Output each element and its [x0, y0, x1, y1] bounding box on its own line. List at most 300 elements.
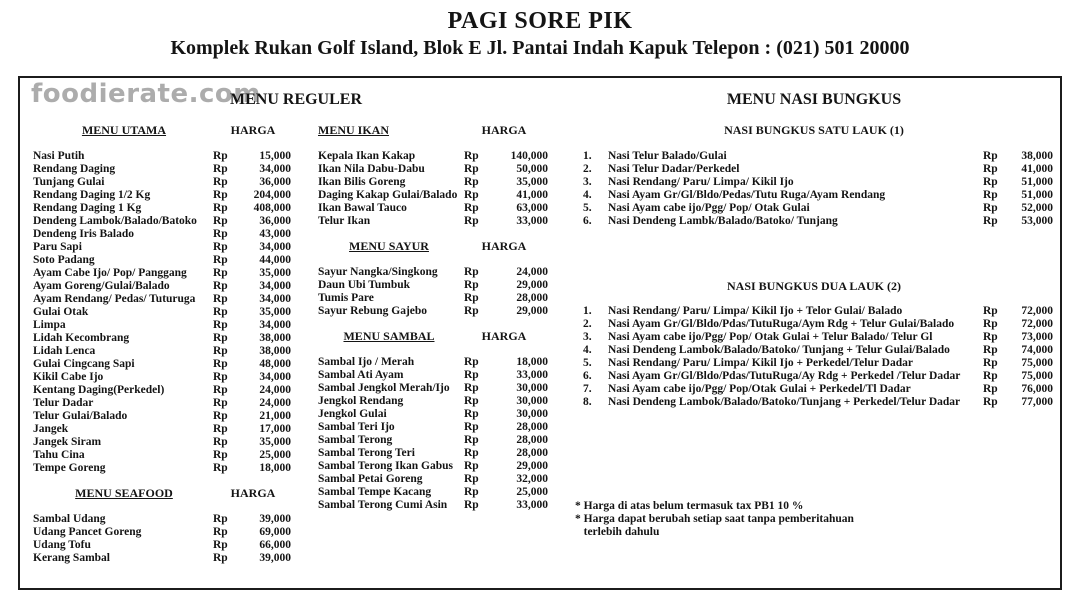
item-number: 6. — [583, 215, 592, 227]
item-currency: Rp — [213, 150, 228, 162]
item-price: 34,000 — [259, 241, 291, 253]
item-name: Nasi Ayam cabe ijo/Pgg/ Pop/ Otak Gulai + Telur Balado/ Telur Gl — [608, 331, 933, 343]
menu-item-row — [318, 408, 548, 421]
menu-item-row — [575, 202, 1053, 215]
item-currency: Rp — [213, 526, 228, 538]
item-name: Nasi Rendang/ Paru/ Limpa/ Kikil Ijo + Telor Gulai/ Balado — [608, 305, 903, 317]
menu-item-row — [575, 383, 1053, 396]
item-currency: Rp — [464, 473, 479, 485]
item-currency: Rp — [983, 202, 998, 214]
item-currency: Rp — [464, 421, 479, 433]
item-currency: Rp — [983, 176, 998, 188]
item-price: 25,000 — [259, 449, 291, 461]
item-currency: Rp — [213, 552, 228, 564]
item-price: 63,000 — [516, 202, 548, 214]
item-name: Ayam Rendang/ Pedas/ Tuturuga — [33, 293, 196, 305]
item-name: Jangek — [33, 423, 69, 435]
menu-item-row — [33, 163, 291, 176]
menu-item-row — [33, 228, 291, 241]
item-price: 35,000 — [516, 176, 548, 188]
item-currency: Rp — [983, 215, 998, 227]
item-currency: Rp — [983, 150, 998, 162]
menu-item-row — [575, 150, 1053, 163]
menu-item-row — [318, 395, 548, 408]
menu-item-row — [33, 150, 291, 163]
item-currency: Rp — [983, 344, 998, 356]
item-currency: Rp — [464, 150, 479, 162]
item-currency: Rp — [464, 266, 479, 278]
item-number: 2. — [583, 163, 592, 175]
item-currency: Rp — [213, 293, 228, 305]
item-currency: Rp — [464, 395, 479, 407]
item-currency: Rp — [213, 202, 228, 214]
menu-item-row — [318, 460, 548, 473]
restaurant-header — [0, 8, 1080, 60]
item-price: 204,000 — [253, 189, 291, 201]
item-name: Kentang Daging(Perkedel) — [33, 384, 165, 396]
item-name: Nasi Dendeng Lambok/Balado/Batoko/Tunjang + Perkedel/Telur Dadar — [608, 396, 961, 408]
item-price: 75,000 — [1021, 357, 1053, 369]
item-number: 3. — [583, 331, 592, 343]
item-price: 44,000 — [259, 254, 291, 266]
section-menu-sambal — [318, 330, 548, 512]
item-currency: Rp — [464, 447, 479, 459]
item-name: Jengkol Rendang — [318, 395, 404, 407]
item-name: Soto Padang — [33, 254, 95, 266]
menu-item-row — [575, 305, 1053, 318]
item-price: 33,000 — [516, 369, 548, 381]
item-currency: Rp — [464, 369, 479, 381]
item-currency: Rp — [213, 267, 228, 279]
menu-item-row — [33, 241, 291, 254]
item-name: Jengkol Gulai — [318, 408, 387, 420]
section-items — [33, 150, 291, 475]
menu-item-row — [33, 215, 291, 228]
section-title: MENU SAMBAL — [343, 329, 435, 343]
section-title: MENU IKAN — [318, 123, 389, 137]
item-currency: Rp — [213, 215, 228, 227]
item-name: Ayam Cabe Ijo/ Pop/ Panggang — [33, 267, 187, 279]
item-number: 2. — [583, 318, 592, 330]
item-price: 52,000 — [1021, 202, 1053, 214]
item-name: Kepala Ikan Kakap — [318, 150, 416, 162]
item-price: 75,000 — [1021, 370, 1053, 382]
satu-lauk-items — [575, 150, 1053, 228]
nasi-bungkus-column — [575, 124, 1053, 539]
item-price: 17,000 — [259, 423, 291, 435]
menu-item-row — [318, 279, 548, 292]
item-currency: Rp — [213, 384, 228, 396]
menu-item-row — [33, 462, 291, 475]
menu-item-row — [33, 319, 291, 332]
item-price: 36,000 — [259, 176, 291, 188]
item-number: 4. — [583, 344, 592, 356]
item-currency: Rp — [213, 176, 228, 188]
watermark: foodierate.com — [31, 79, 261, 109]
item-currency: Rp — [983, 331, 998, 343]
section-items — [318, 150, 548, 228]
item-name: Nasi Ayam cabe ijo/Pgg/ Pop/Otak Gulai + Perkedel/Tl Dadar — [608, 383, 911, 395]
item-name: Kikil Cabe Ijo — [33, 371, 104, 383]
item-name: Sambal Jengkol Merah/Ijo — [318, 382, 450, 394]
menu-item-row — [575, 370, 1053, 383]
menu-item-row — [33, 358, 291, 371]
price-column-header: HARGA — [230, 123, 276, 137]
section-menu-sayur — [318, 240, 548, 318]
item-price: 30,000 — [516, 382, 548, 394]
item-name: Nasi Rendang/ Paru/ Limpa/ Kikil Ijo — [608, 176, 794, 188]
item-price: 32,000 — [516, 473, 548, 485]
item-price: 35,000 — [259, 267, 291, 279]
item-price: 53,000 — [1021, 215, 1053, 227]
item-name: Rendang Daging 1 Kg — [33, 202, 142, 214]
note-line: * Harga dapat berubah setiap saat tanpa pemberitahuan — [575, 513, 854, 525]
item-price: 41,000 — [1021, 163, 1053, 175]
item-price: 33,000 — [516, 499, 548, 511]
menu-item-row — [575, 163, 1053, 176]
item-name: Sambal Terong Teri — [318, 447, 415, 459]
section-header — [33, 487, 291, 500]
item-currency: Rp — [983, 189, 998, 201]
item-currency: Rp — [983, 318, 998, 330]
item-price: 34,000 — [259, 293, 291, 305]
item-name: Jangek Siram — [33, 436, 102, 448]
item-name: Ikan Bilis Goreng — [318, 176, 406, 188]
item-price: 35,000 — [259, 306, 291, 318]
menu-item-row — [575, 357, 1053, 370]
item-price: 36,000 — [259, 215, 291, 227]
item-currency: Rp — [983, 305, 998, 317]
menu-item-row — [318, 150, 548, 163]
item-number: 6. — [583, 370, 592, 382]
item-currency: Rp — [464, 292, 479, 304]
item-number: 1. — [583, 305, 592, 317]
item-price: 51,000 — [1021, 189, 1053, 201]
item-name: Rendang Daging 1/2 Kg — [33, 189, 151, 201]
item-currency: Rp — [464, 163, 479, 175]
price-column-header: HARGA — [481, 329, 527, 343]
dua-lauk-title: NASI BUNGKUS DUA LAUK (2) — [726, 279, 902, 293]
menu-item-row — [318, 356, 548, 369]
menu-item-row — [318, 292, 548, 305]
menu-item-row — [33, 397, 291, 410]
reguler-column-2 — [318, 124, 548, 512]
item-name: Ikan Nila Dabu-Dabu — [318, 163, 425, 175]
note-line: * Harga di atas belum termasuk tax PB1 10 % — [575, 500, 804, 512]
item-currency: Rp — [983, 370, 998, 382]
section-menu-utama — [33, 124, 291, 475]
item-price: 34,000 — [259, 319, 291, 331]
menu-reguler-title: MENU REGULER — [230, 91, 363, 108]
menu-item-row — [318, 202, 548, 215]
menu-item-row — [33, 423, 291, 436]
section-header — [318, 124, 548, 137]
menu-item-row — [318, 382, 548, 395]
item-currency: Rp — [213, 306, 228, 318]
menu-item-row — [33, 293, 291, 306]
item-name: Nasi Ayam Gr/Gl/Bldo/Pdas/TutuRuga/Ay Rdg + Perkedel /Telur Dadar — [608, 370, 961, 382]
item-price: 34,000 — [259, 371, 291, 383]
menu-item-row — [33, 410, 291, 423]
item-name: Kerang Sambal — [33, 552, 110, 564]
footnotes — [575, 500, 1053, 539]
item-name: Sayur Rebung Gajebo — [318, 305, 428, 317]
item-currency: Rp — [213, 280, 228, 292]
item-currency: Rp — [213, 397, 228, 409]
item-price: 24,000 — [259, 397, 291, 409]
item-price: 140,000 — [510, 150, 548, 162]
menu-item-row — [33, 436, 291, 449]
item-currency: Rp — [464, 189, 479, 201]
item-name: Gulai Cingcang Sapi — [33, 358, 135, 370]
item-name: Telur Gulai/Balado — [33, 410, 128, 422]
item-price: 28,000 — [516, 421, 548, 433]
item-currency: Rp — [213, 539, 228, 551]
item-name: Sambal Udang — [33, 513, 106, 525]
section-header — [318, 240, 548, 253]
section-items — [318, 356, 548, 512]
satu-lauk-title: NASI BUNGKUS SATU LAUK (1) — [724, 123, 904, 137]
reguler-column-1 — [33, 124, 291, 565]
item-currency: Rp — [213, 513, 228, 525]
item-price: 30,000 — [516, 408, 548, 420]
item-currency: Rp — [983, 396, 998, 408]
item-name: Nasi Putih — [33, 150, 85, 162]
item-name: Sambal Terong — [318, 434, 393, 446]
item-price: 39,000 — [259, 552, 291, 564]
menu-item-row — [33, 306, 291, 319]
section-menu-seafood — [33, 487, 291, 565]
item-name: Lidah Lenca — [33, 345, 96, 357]
menu-item-row — [33, 280, 291, 293]
item-name: Limpa — [33, 319, 66, 331]
menu-item-row — [33, 371, 291, 384]
item-price: 28,000 — [516, 434, 548, 446]
item-price: 51,000 — [1021, 176, 1053, 188]
menu-item-row — [575, 318, 1053, 331]
item-number: 4. — [583, 189, 592, 201]
menu-item-row — [318, 266, 548, 279]
menu-item-row — [33, 332, 291, 345]
item-price: 21,000 — [259, 410, 291, 422]
item-currency: Rp — [983, 163, 998, 175]
item-price: 24,000 — [259, 384, 291, 396]
item-price: 15,000 — [259, 150, 291, 162]
item-currency: Rp — [464, 434, 479, 446]
menu-item-row — [33, 176, 291, 189]
item-price: 28,000 — [516, 292, 548, 304]
item-price: 50,000 — [516, 163, 548, 175]
item-price: 43,000 — [259, 228, 291, 240]
item-price: 66,000 — [259, 539, 291, 551]
item-name: Nasi Telur Dadar/Perkedel — [608, 163, 740, 175]
menu-item-row — [575, 344, 1053, 357]
item-name: Telur Ikan — [318, 215, 371, 227]
menu-nasi-bungkus-title: MENU NASI BUNGKUS — [726, 91, 902, 108]
item-number: 5. — [583, 202, 592, 214]
menu-item-row — [318, 499, 548, 512]
item-name: Ayam Goreng/Gulai/Balado — [33, 280, 170, 292]
item-currency: Rp — [213, 345, 228, 357]
item-price: 76,000 — [1021, 383, 1053, 395]
item-price: 34,000 — [259, 163, 291, 175]
item-currency: Rp — [213, 410, 228, 422]
menu-item-row — [33, 552, 291, 565]
item-price: 77,000 — [1021, 396, 1053, 408]
menu-item-row — [318, 305, 548, 318]
menu-item-row — [318, 176, 548, 189]
item-number: 5. — [583, 357, 592, 369]
item-name: Daun Ubi Tumbuk — [318, 279, 411, 291]
item-currency: Rp — [464, 279, 479, 291]
item-name: Udang Tofu — [33, 539, 91, 551]
item-currency: Rp — [213, 228, 228, 240]
menu-item-row — [33, 384, 291, 397]
menu-item-row — [33, 202, 291, 215]
menu-item-row — [318, 447, 548, 460]
item-currency: Rp — [213, 163, 228, 175]
item-name: Tunjang Gulai — [33, 176, 105, 188]
item-price: 39,000 — [259, 513, 291, 525]
section-title: MENU SAYUR — [349, 239, 429, 253]
menu-item-row — [318, 434, 548, 447]
section-items — [318, 266, 548, 318]
item-price: 38,000 — [259, 332, 291, 344]
menu-item-row — [575, 189, 1053, 202]
item-name: Nasi Rendang/ Paru/ Limpa/ Kikil Ijo + Perkedel/Telur Dadar — [608, 357, 913, 369]
item-number: 8. — [583, 396, 592, 408]
item-currency: Rp — [213, 436, 228, 448]
note-line: terlebih dahulu — [575, 526, 660, 538]
item-name: Nasi Ayam Gr/Gl/Bldo/Pdas/TutuRuga/Aym Rdg + Telur Gulai/Balado — [608, 318, 955, 330]
item-name: Nasi Ayam cabe ijo/Pgg/ Pop/ Otak Gulai — [608, 202, 810, 214]
item-price: 18,000 — [259, 462, 291, 474]
menu-item-row — [33, 513, 291, 526]
item-name: Nasi Telur Balado/Gulai — [608, 150, 727, 162]
item-price: 29,000 — [516, 279, 548, 291]
item-price: 69,000 — [259, 526, 291, 538]
item-currency: Rp — [464, 202, 479, 214]
item-price: 41,000 — [516, 189, 548, 201]
item-currency: Rp — [464, 382, 479, 394]
menu-item-row — [33, 254, 291, 267]
item-number: 3. — [583, 176, 592, 188]
item-name: Udang Pancet Goreng — [33, 526, 142, 538]
item-price: 72,000 — [1021, 318, 1053, 330]
item-name: Ikan Bawal Tauco — [318, 202, 407, 214]
item-currency: Rp — [213, 371, 228, 383]
menu-item-row — [318, 189, 548, 202]
section-header — [33, 124, 291, 137]
item-name: Dendeng Lambok/Balado/Batoko — [33, 215, 197, 227]
menu-item-row — [33, 189, 291, 202]
menu-item-row — [318, 473, 548, 486]
item-currency: Rp — [213, 241, 228, 253]
item-name: Sambal Terong Cumi Asin — [318, 499, 448, 511]
section-title: MENU SEAFOOD — [75, 486, 173, 500]
menu-item-row — [33, 526, 291, 539]
item-name: Rendang Daging — [33, 163, 116, 175]
item-name: Sayur Nangka/Singkong — [318, 266, 438, 278]
dua-lauk-items — [575, 305, 1053, 409]
item-name: Sambal Ijo / Merah — [318, 356, 415, 368]
item-currency: Rp — [983, 357, 998, 369]
item-name: Nasi Dendeng Lambk/Balado/Batoko/ Tunjang — [608, 215, 838, 227]
item-name: Sambal Tempe Kacang — [318, 486, 432, 498]
item-number: 1. — [583, 150, 592, 162]
item-price: 30,000 — [516, 395, 548, 407]
item-price: 38,000 — [259, 345, 291, 357]
menu-item-row — [318, 369, 548, 382]
item-name: Dendeng Iris Balado — [33, 228, 134, 240]
item-name: Telur Dadar — [33, 397, 94, 409]
section-items — [33, 513, 291, 565]
item-price: 25,000 — [516, 486, 548, 498]
item-price: 35,000 — [259, 436, 291, 448]
item-currency: Rp — [213, 189, 228, 201]
item-name: Tempe Goreng — [33, 462, 106, 474]
menu-item-row — [33, 539, 291, 552]
item-currency: Rp — [464, 499, 479, 511]
section-header — [318, 330, 548, 343]
price-column-header: HARGA — [230, 486, 276, 500]
item-price: 34,000 — [259, 280, 291, 292]
menu-item-row — [33, 345, 291, 358]
menu-item-row — [318, 163, 548, 176]
item-currency: Rp — [464, 486, 479, 498]
section-title: MENU UTAMA — [81, 123, 167, 137]
item-name: Sambal Petai Goreng — [318, 473, 423, 485]
item-name: Lidah Kecombrang — [33, 332, 130, 344]
menu-item-row — [575, 215, 1053, 228]
item-currency: Rp — [464, 215, 479, 227]
item-name: Tumis Pare — [318, 292, 374, 304]
item-currency: Rp — [983, 383, 998, 395]
item-currency: Rp — [213, 423, 228, 435]
item-price: 29,000 — [516, 305, 548, 317]
menu-item-row — [33, 449, 291, 462]
item-name: Sambal Teri Ijo — [318, 421, 395, 433]
menu-item-row — [575, 331, 1053, 344]
item-number: 7. — [583, 383, 592, 395]
item-price: 24,000 — [516, 266, 548, 278]
menu-item-row — [575, 176, 1053, 189]
item-price: 18,000 — [516, 356, 548, 368]
item-price: 408,000 — [253, 202, 291, 214]
menu-item-row — [33, 267, 291, 280]
item-name: Gulai Otak — [33, 306, 89, 318]
section-menu-ikan — [318, 124, 548, 228]
item-currency: Rp — [213, 358, 228, 370]
item-price: 73,000 — [1021, 331, 1053, 343]
item-price: 38,000 — [1021, 150, 1053, 162]
item-currency: Rp — [464, 460, 479, 472]
item-name: Daging Kakap Gulai/Balado — [318, 189, 458, 201]
item-currency: Rp — [464, 305, 479, 317]
item-name: Sambal Ati Ayam — [318, 369, 404, 381]
item-name: Sambal Terong Ikan Gabus — [318, 460, 453, 472]
item-price: 29,000 — [516, 460, 548, 472]
price-column-header: HARGA — [481, 123, 527, 137]
item-currency: Rp — [213, 319, 228, 331]
item-currency: Rp — [213, 254, 228, 266]
price-column-header: HARGA — [481, 239, 527, 253]
item-price: 72,000 — [1021, 305, 1053, 317]
item-name: Paru Sapi — [33, 241, 82, 253]
menu-item-row — [318, 421, 548, 434]
item-currency: Rp — [464, 408, 479, 420]
item-price: 28,000 — [516, 447, 548, 459]
